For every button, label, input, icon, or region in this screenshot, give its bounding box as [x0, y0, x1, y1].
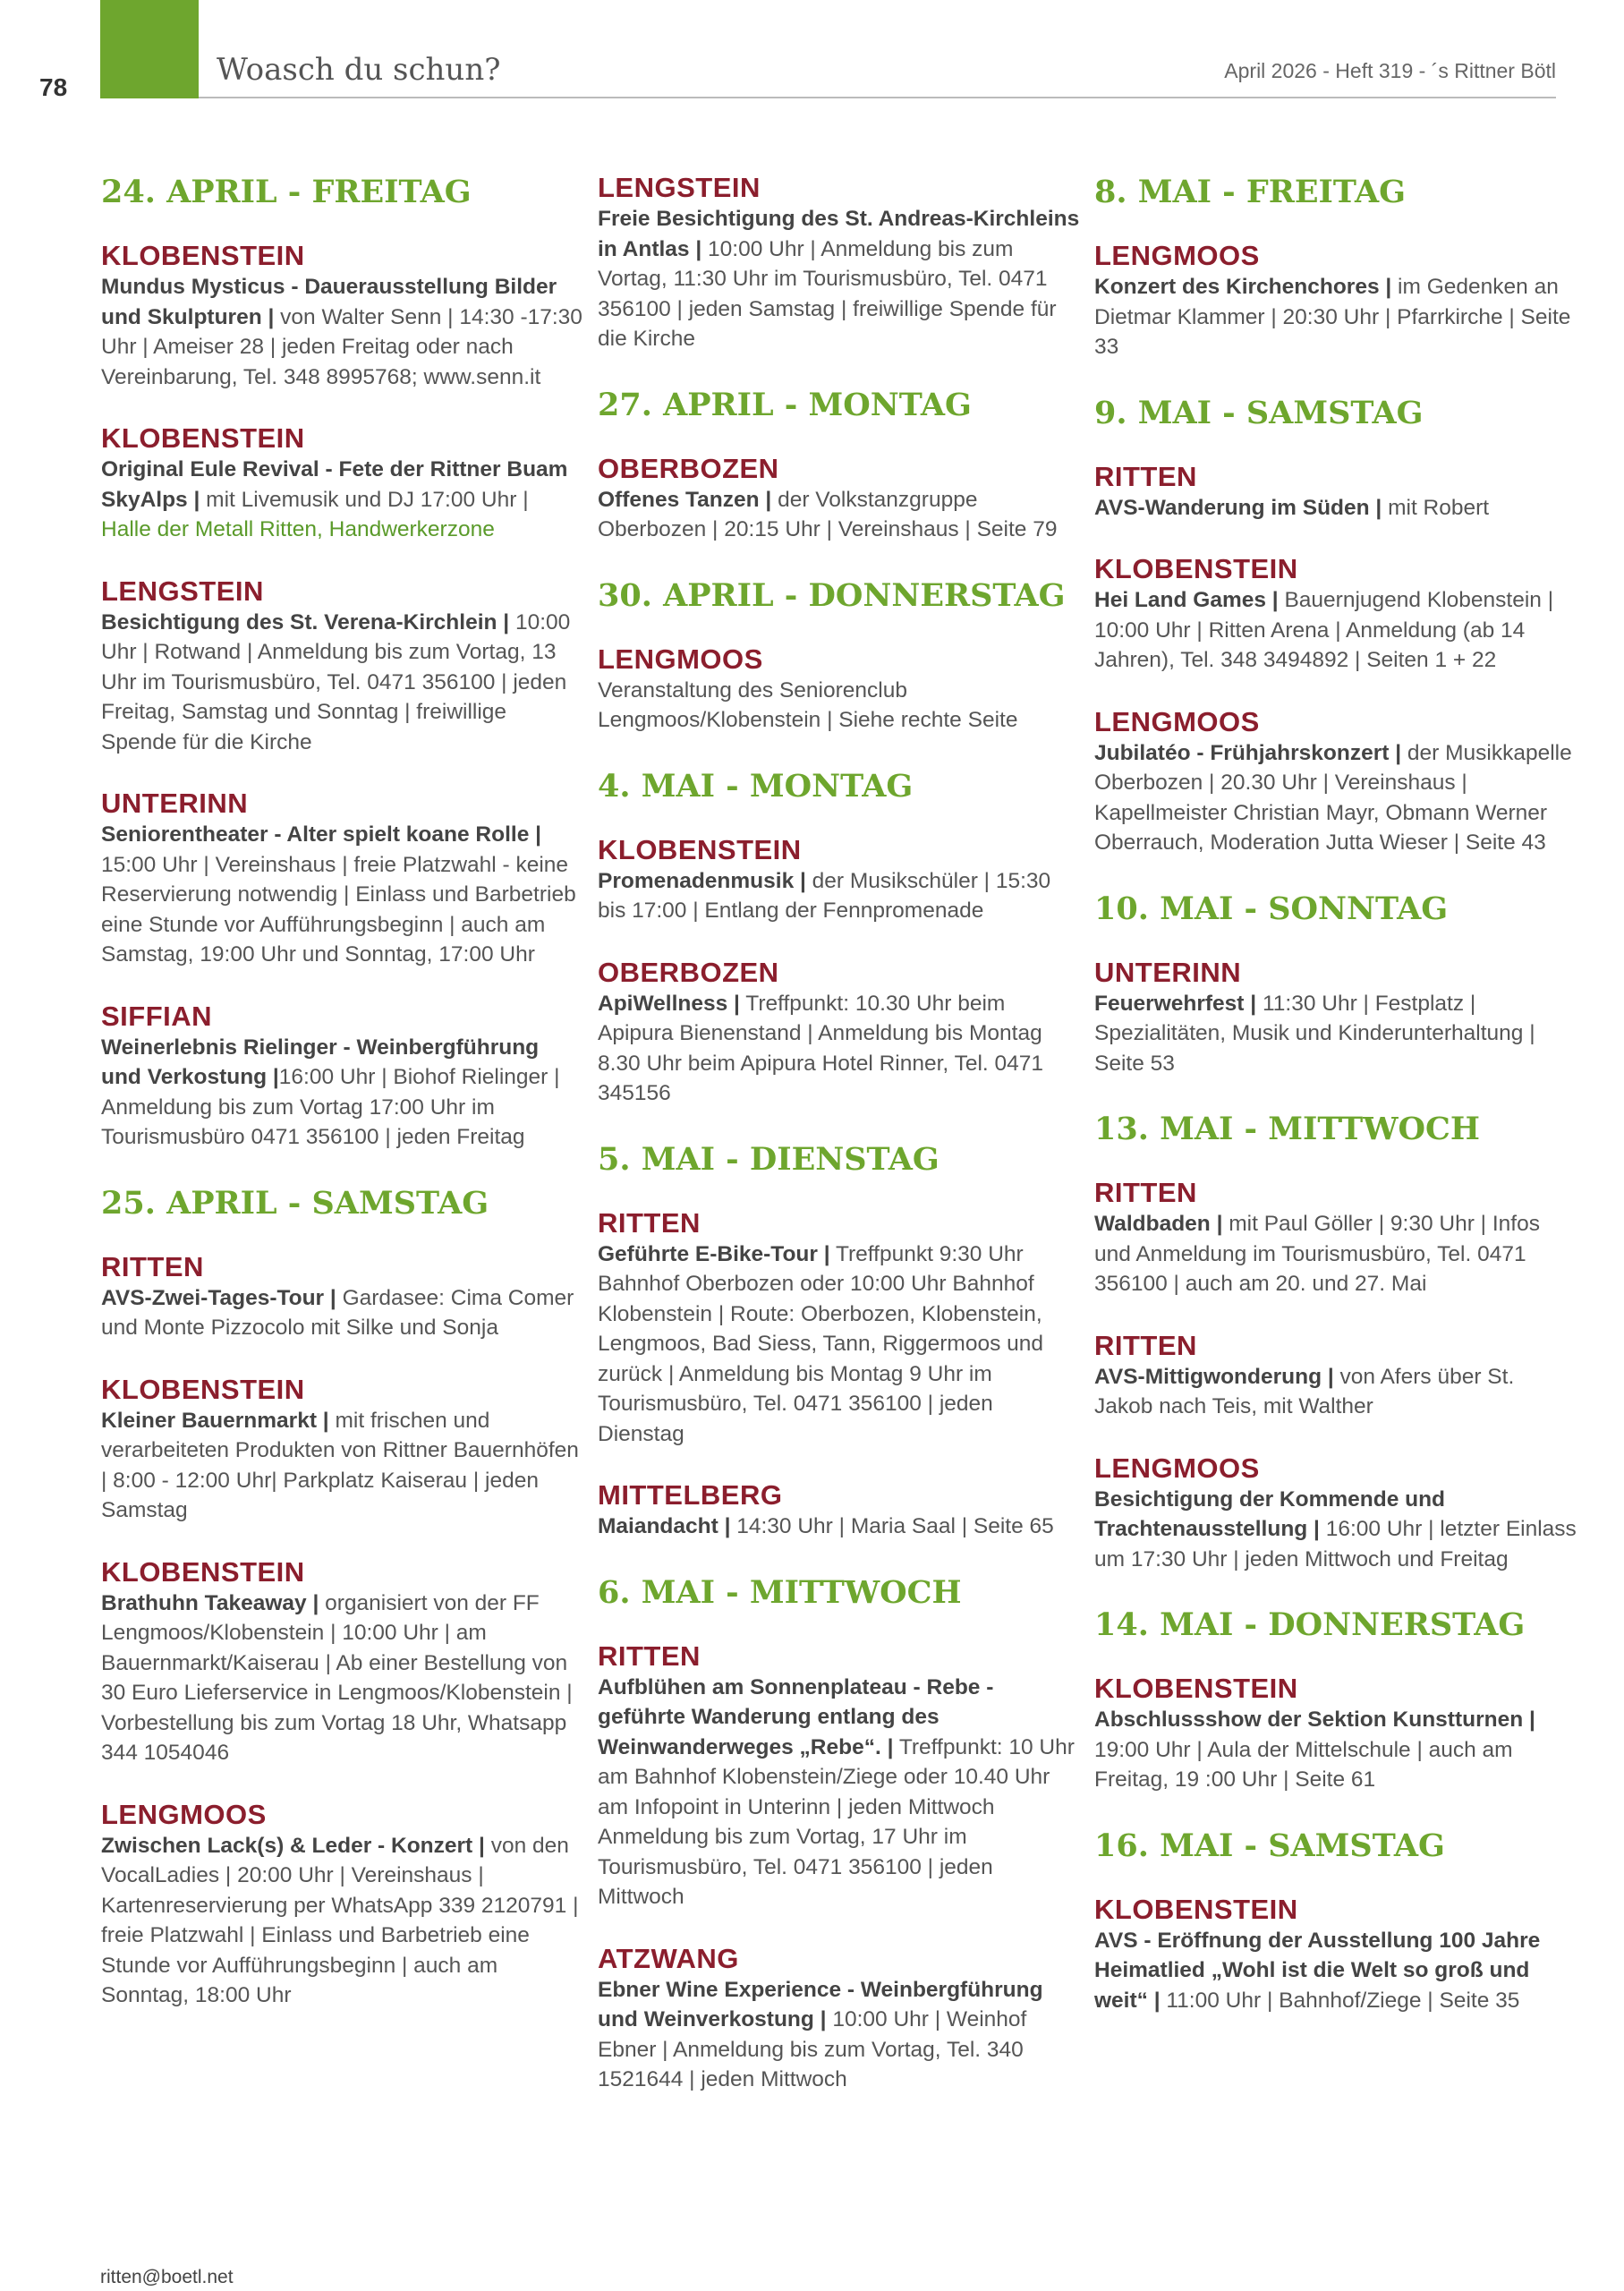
event-location: LENGMOOS [1094, 1452, 1260, 1484]
event-info: mit Robert [1382, 495, 1490, 520]
event-info: mit Livemusik und DJ 17:00 Uhr | [200, 487, 529, 512]
event-entry [1094, 706, 1577, 858]
event-entry [101, 1374, 584, 1526]
event-entry [1094, 1452, 1577, 1575]
event-entry [598, 834, 1081, 926]
issue-info: April 2026 - Heft 319 - ´s Rittner Bötl [1224, 59, 1556, 82]
event-location: KLOBENSTEIN [101, 240, 305, 271]
event-title: Hei Land Games | [1094, 588, 1279, 612]
event-entry [1094, 1177, 1577, 1299]
event-location: KLOBENSTEIN [101, 422, 305, 454]
event-info: Bauernjugend Klobenstein | 10:00 Uhr | Ritten Arena | Anmeldung (ab 14 Jahren), Tel. 348 3494892 | Seiten 1 + 22 [1094, 588, 1554, 672]
event-info: organisiert von der FF Lengmoos/Klobenstein | 10:00 Uhr | am Bauernmarkt/Kaiserau | Ab einer Bestellung von 30 Euro Lieferservice in Lengmoos/Klobenstein | Vorbestellung bis zum Vortag 18 Uhr, Whatsapp 344 1054046 [101, 1590, 573, 1765]
event-info: Gardasee: Cima Comer und Monte Pizzocolo mit Silke und Sonja [101, 1285, 574, 1340]
event-info: der Musikkapelle Oberbozen | 20.30 Uhr | Vereinshaus | Kapellmeister Christian Mayr, Obmann Werner Oberrauch, Moderation Jutta Wieser | Seite 43 [1094, 740, 1572, 855]
event-entry [101, 1556, 584, 1768]
event-location: OBERBOZEN [598, 452, 779, 484]
event-details [101, 1283, 584, 1343]
event-details [598, 1512, 1081, 1542]
event-details [1094, 1485, 1577, 1575]
event-title: Besichtigung der Kommende und Trachtenausstellung | [1094, 1486, 1446, 1541]
event-info: 11:30 Uhr | Festplatz | Spezialitäten, Musik und Kinderunterhaltung | Seite 53 [1094, 991, 1535, 1076]
event-details [101, 820, 584, 970]
event-title: Geführte E-Bike-Tour | [598, 1241, 830, 1266]
column-1 [101, 172, 584, 2041]
event-details [598, 204, 1081, 354]
event-title: AVS - Eröffnung der Ausstellung 100 Jahre Heimatlied „Wohl ist die Welt so groß und weit“ | [1094, 1928, 1541, 2013]
event-entry [1094, 553, 1577, 676]
event-details [598, 1673, 1081, 1912]
event-info: von den VocalLadies | 20:00 Uhr | Vereinshaus | Kartenreservierung per WhatsApp 339 2120791 | freie Platzwahl | Einlass und Barbetrieb eine Stunde vor Aufführungsbeginn | auch am Sonntag, 18:00 Uhr [101, 1833, 579, 2007]
event-details [1094, 1926, 1577, 2016]
event-details [101, 1831, 584, 2011]
event-location: KLOBENSTEIN [101, 1555, 305, 1588]
event-info: im Gedenken an Dietmar Klammer | 20:30 Uhr | Pfarrkirche | Seite 33 [1094, 275, 1571, 359]
event-info: mit Paul Göller | 9:30 Uhr | Infos und Anmeldung im Tourismusbüro, Tel. 0471 356100 | auch am 20. und 27. Mai [1094, 1212, 1540, 1296]
event-entry [598, 1640, 1081, 1912]
event-entry [1094, 1894, 1577, 2016]
event-location: LENGSTEIN [598, 172, 761, 203]
event-details [101, 1588, 584, 1768]
day-heading: 9. MAI - SAMSTAG [1094, 394, 1424, 431]
event-entry [598, 172, 1081, 354]
day-heading: 16. MAI - SAMSTAG [1094, 1827, 1445, 1864]
event-title: Mundus Mysticus - Dauerausstellung Bilder und Skulpturen | [101, 275, 557, 329]
event-location: OBERBOZEN [598, 956, 779, 988]
event-title: Maiandacht | [598, 1514, 731, 1538]
event-info: 10:00 Uhr | Weinhof Ebner | Anmeldung bis zum Vortag, Tel. 340 1521644 | jeden Mittwoch [598, 2007, 1027, 2091]
event-info: Treffpunkt: 10.30 Uhr beim Apipura Bienenstand | Anmeldung bis Montag 8.30 Uhr beim Apipura Hotel Rinner, Tel. 0471 345156 [598, 991, 1044, 1105]
event-location: LENGSTEIN [101, 575, 264, 607]
event-entry [101, 240, 584, 392]
event-title: Jubilatéo - Frühjahrskonzert | [1094, 740, 1402, 765]
event-location: RITTEN [1094, 1329, 1197, 1361]
event-entry [1094, 1673, 1577, 1795]
event-location: KLOBENSTEIN [101, 1373, 305, 1405]
event-entry [101, 1799, 584, 2011]
event-title: Ebner Wine Experience - Weinbergführung und Weinverkostung | [598, 1977, 1043, 2031]
event-title: Zwischen Lack(s) & Leder - Konzert | [101, 1833, 485, 1858]
event-title: Weinerlebnis Rielinger - Weinbergführung und Verkostung | [101, 1035, 540, 1089]
event-info: Treffpunkt: 10 Uhr am Bahnhof Klobenstein/Ziege oder 10.40 Uhr am Infopoint in Unterinn | jeden Mittwoch Anmeldung bis zum Vortag, 17 Uhr im Tourismusbüro, Tel. 0471 356100 | jeden Mittwoch [598, 1734, 1075, 1909]
event-details [101, 608, 584, 758]
event-info: 19:00 Uhr | Aula der Mittelschule | auch am Freitag, 19 :00 Uhr | Seite 61 [1094, 1737, 1513, 1792]
event-entry [1094, 240, 1577, 362]
event-title: Original Eule Revival - Fete der Rittner Buam SkyAlps | [101, 457, 568, 512]
event-details [598, 676, 1081, 736]
event-details [101, 1406, 584, 1526]
section-title: Woasch du schun? [217, 52, 501, 88]
event-details [1094, 989, 1577, 1079]
event-title: Kleiner Bauernmarkt | [101, 1408, 329, 1433]
event-location: LENGMOOS [1094, 240, 1260, 271]
event-entry [101, 788, 584, 970]
event-details [1094, 738, 1577, 858]
event-details [598, 1975, 1081, 2095]
event-info: der Volkstanzgruppe Oberbozen | 20:15 Uhr | Vereinshaus | Seite 79 [598, 487, 1058, 541]
event-location: RITTEN [598, 1206, 701, 1239]
event-details [101, 1033, 584, 1153]
event-entry [1094, 1330, 1577, 1422]
event-info: 11:00 Uhr | Bahnhof/Ziege | Seite 35 [1160, 1988, 1520, 2013]
event-title: Besichtigung des St. Verena-Kirchlein | [101, 609, 510, 634]
header-divider [199, 97, 1556, 98]
event-title: Aufblühen am Sonnenplateau - Rebe - geführte Wanderung entlang des Weinwanderweges „Rebe“. | [598, 1674, 994, 1759]
event-details [1094, 585, 1577, 676]
event-title: ApiWellness | [598, 991, 740, 1016]
event-entry [598, 1479, 1081, 1542]
event-details [598, 485, 1081, 545]
event-location: RITTEN [1094, 1177, 1197, 1208]
event-location: KLOBENSTEIN [1094, 1673, 1298, 1704]
event-entry [598, 1943, 1081, 2095]
event-entry [101, 1001, 584, 1153]
event-info: 10:00 Uhr | Rotwand | Anmeldung bis zum Vortag, 13 Uhr im Tourismusbüro, Tel. 0471 356100 | jeden Freitag, Samstag und Sonntag | freiwillige Spende für die Kirche [101, 609, 571, 754]
page-number: 78 [39, 73, 68, 101]
event-details [1094, 272, 1577, 362]
event-title: AVS-Mittigwonderung | [1094, 1364, 1334, 1389]
event-entry [101, 422, 584, 545]
event-title: Feuerwehrfest | [1094, 991, 1257, 1016]
event-info: 16:00 Uhr | Biohof Rielinger | Anmeldung bis zum Vortag 17:00 Uhr im Tourismusbüro 0471 356100 | jeden Freitag [101, 1065, 560, 1149]
column-2 [598, 172, 1081, 2125]
event-info: 10:00 Uhr | Anmeldung bis zum Vortag, 11:30 Uhr im Tourismusbüro, Tel. 0471 356100 | jeden Samstag | freiwillige Spende für die Kirche [598, 236, 1057, 351]
event-info: mit frischen und verarbeiteten Produkten von Rittner Bauernhöfen | 8:00 - 12:00 Uhr| Parkplatz Kaiserau | jeden Samstag [101, 1408, 579, 1522]
event-info: 15:00 Uhr | Vereinshaus | freie Platzwahl - keine Reservierung notwendig | Einlass und Barbetrieb eine Stunde vor Aufführungsbeginn | auch am Samstag, 19:00 Uhr und Sonntag, 17:00 Uhr [101, 852, 576, 967]
event-entry [1094, 461, 1577, 524]
event-entry [598, 957, 1081, 1109]
event-location: UNTERINN [101, 788, 249, 819]
event-info: von Afers über St. Jakob nach Teis, mit Walther [1094, 1364, 1515, 1418]
day-heading: 13. MAI - MITTWOCH [1094, 1111, 1480, 1147]
event-title: Offenes Tanzen | [598, 487, 772, 512]
event-info: 16:00 Uhr | letzter Einlass um 17:30 Uhr | jeden Mittwoch und Freitag [1094, 1517, 1577, 1571]
event-details [598, 1239, 1081, 1450]
footer-email: ritten@boetl.net [100, 2267, 234, 2287]
event-title: AVS-Zwei-Tages-Tour | [101, 1285, 336, 1310]
event-details [1094, 1209, 1577, 1299]
event-entry [101, 1251, 584, 1343]
day-heading: 6. MAI - MITTWOCH [598, 1573, 962, 1611]
event-location: KLOBENSTEIN [598, 833, 802, 865]
day-heading: 10. MAI - SONNTAG [1094, 890, 1449, 927]
event-location: LENGMOOS [598, 643, 763, 675]
event-title: Abschlussshow der Sektion Kunstturnen | [1094, 1708, 1535, 1732]
day-heading: 14. MAI - DONNERSTAG [1094, 1606, 1526, 1643]
event-info: 14:30 Uhr | Maria Saal | Seite 65 [730, 1514, 1054, 1538]
event-title: Seniorentheater - Alter spielt koane Rolle | [101, 822, 541, 847]
event-entry [101, 575, 584, 758]
event-title: Promenadenmusik | [598, 868, 806, 893]
event-entry [1094, 957, 1577, 1079]
event-details [101, 455, 584, 545]
event-location: RITTEN [101, 1250, 204, 1282]
day-heading: 25. APRIL - SAMSTAG [101, 1184, 489, 1222]
event-details [598, 866, 1081, 926]
event-title: Waldbaden | [1094, 1212, 1223, 1236]
day-heading: 8. MAI - FREITAG [1094, 174, 1407, 210]
day-heading: 27. APRIL - MONTAG [598, 386, 972, 423]
event-location: KLOBENSTEIN [1094, 1893, 1298, 1925]
event-location: LENGMOOS [1094, 705, 1260, 737]
header-accent-bar [100, 0, 199, 98]
event-location: MITTELBERG [598, 1479, 783, 1511]
event-venue-link[interactable]: Halle der Metall Ritten, Handwerkerzone [101, 517, 495, 541]
event-location: SIFFIAN [101, 1000, 213, 1032]
event-info: von Walter Senn | 14:30 -17:30 Uhr | Ameiser 28 | jeden Freitag oder nach Vereinbarung, Tel. 348 8995768; www.senn.it [101, 304, 582, 389]
event-location: ATZWANG [598, 1942, 739, 1974]
event-title: Brathuhn Takeaway | [101, 1590, 319, 1615]
column-3 [1094, 172, 1577, 2046]
day-heading: 5. MAI - DIENSTAG [598, 1140, 940, 1178]
event-info: der Musikschüler | 15:30 bis 17:00 | Entlang der Fennpromenade [598, 868, 1051, 923]
day-heading: 4. MAI - MONTAG [598, 767, 914, 805]
event-location: RITTEN [598, 1639, 701, 1672]
event-entry [598, 643, 1081, 736]
event-details [1094, 1705, 1577, 1795]
event-info: Treffpunkt 9:30 Uhr Bahnhof Oberbozen oder 10:00 Uhr Bahnhof Klobenstein | Route: Oberbozen, Klobenstein, Lengmoos, Bad Siess, Tann, Riggermoos und zurück | Anmeldung bis Montag 9 Uhr im Tourismusbüro, Tel. 0471 356100 | jeden Dienstag [598, 1241, 1044, 1446]
event-details [1094, 493, 1577, 524]
event-details [1094, 1362, 1577, 1422]
event-location: LENGMOOS [101, 1798, 267, 1830]
day-heading: 30. APRIL - DONNERSTAG [598, 576, 1066, 614]
event-details [101, 272, 584, 392]
event-location: UNTERINN [1094, 956, 1242, 988]
event-title: Konzert des Kirchenchores | [1094, 275, 1392, 299]
event-details [598, 989, 1081, 1109]
event-entry [598, 1207, 1081, 1450]
event-location: KLOBENSTEIN [1094, 553, 1298, 584]
event-location: RITTEN [1094, 460, 1197, 492]
day-heading: 24. APRIL - FREITAG [101, 174, 472, 210]
event-entry [598, 453, 1081, 545]
event-info: Veranstaltung des Seniorenclub Lengmoos/Klobenstein | Siehe rechte Seite [598, 677, 1018, 732]
event-title: Freie Besichtigung des St. Andreas-Kirchleins in Antlas | [598, 207, 1080, 261]
event-title: AVS-Wanderung im Süden | [1094, 495, 1382, 520]
